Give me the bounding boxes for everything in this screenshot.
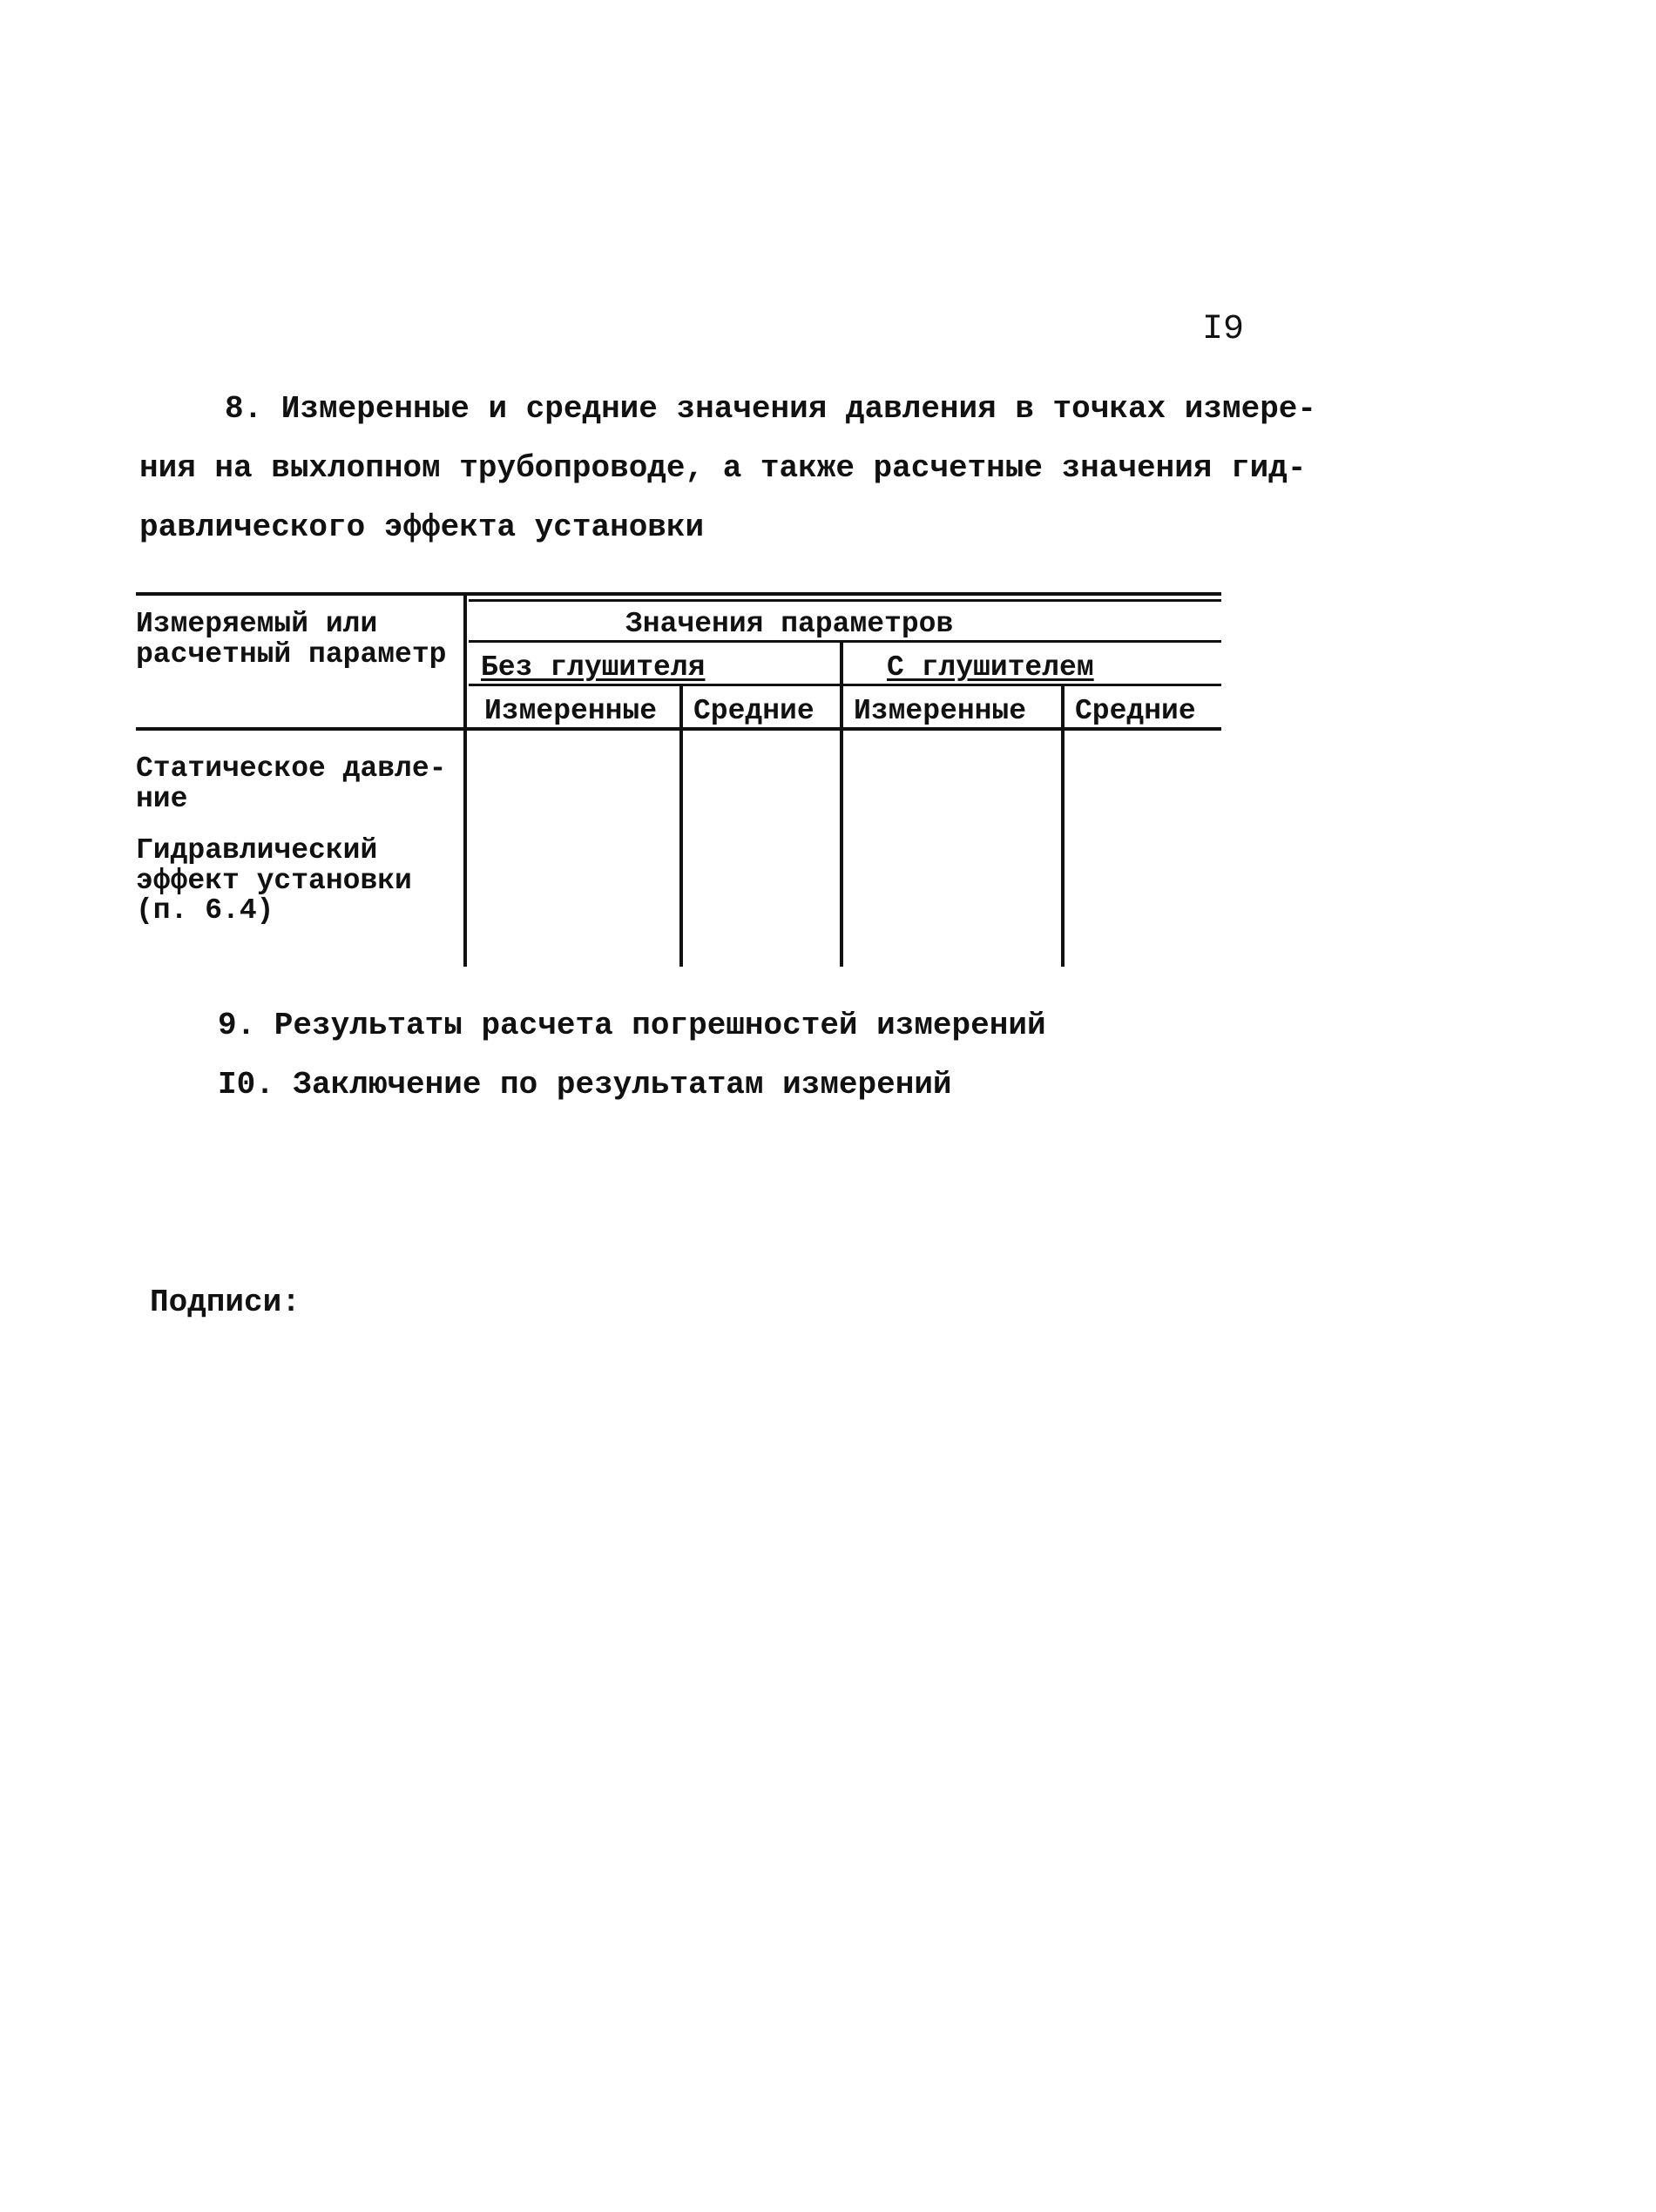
row-hydraulic-effect-line-1: Гидравлический xyxy=(136,834,378,867)
table-top-rule xyxy=(136,592,1221,596)
group-with-silencer: С глушителем xyxy=(887,651,1094,684)
col-average-without: Средние xyxy=(693,695,814,727)
without-split-rule xyxy=(679,686,683,967)
group-without-silencer: Без глушителя xyxy=(481,651,706,684)
section-10-heading: I0. Заключение по результатам измерений xyxy=(218,1067,952,1103)
section-8-line-3: равлического эффекта установки xyxy=(139,509,705,545)
row-hydraulic-effect-line-3: (п. 6.4) xyxy=(136,894,274,927)
page-number: I9 xyxy=(1202,310,1245,349)
col-measured-with: Измеренные xyxy=(854,695,1027,727)
groups-split-rule xyxy=(840,643,843,967)
signatures-label: Подписи: xyxy=(150,1285,301,1320)
section-8-line-1: 8. Измеренные и средние значения давления в точках измере- xyxy=(225,391,1317,427)
section-8-line-2: ния на выхлопном трубопроводе, а также расчетные значения гид- xyxy=(139,450,1307,486)
param-header-line-2: расчетный параметр xyxy=(136,637,447,671)
col-average-with: Средние xyxy=(1075,695,1196,727)
row-hydraulic-effect xyxy=(136,836,412,927)
table-top-rule-second xyxy=(469,599,1221,602)
param-header xyxy=(136,610,446,670)
with-split-rule xyxy=(1061,686,1065,967)
param-header-line-1: Измеряемый или xyxy=(136,608,378,640)
param-column-rule xyxy=(463,592,467,967)
col-measured-without: Измеренные xyxy=(484,695,658,727)
values-header: Значения параметров xyxy=(625,608,954,640)
section-9-heading: 9. Результаты расчета погрешностей измерений xyxy=(218,1008,1046,1043)
values-header-rule xyxy=(469,640,1221,643)
row-hydraulic-effect-line-2: эффект установки xyxy=(136,864,412,897)
groups-rule xyxy=(469,684,1221,686)
row-static-pressure-line-1: Статическое давле- xyxy=(136,752,447,785)
row-static-pressure xyxy=(136,754,446,814)
header-bottom-rule xyxy=(136,727,1221,731)
row-static-pressure-line-2: ние xyxy=(136,782,188,815)
